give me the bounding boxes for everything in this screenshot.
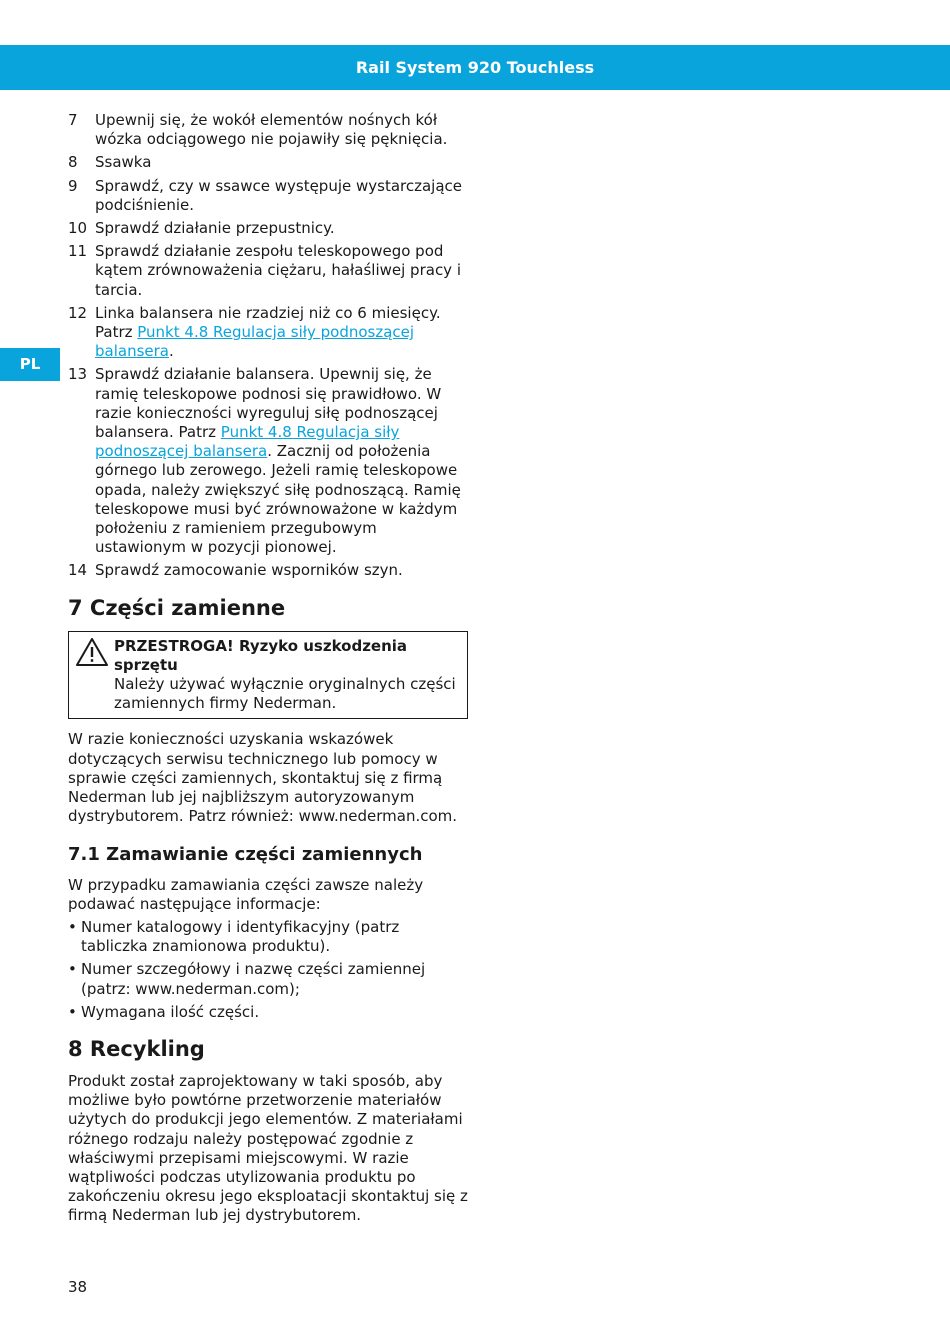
list-item	[68, 242, 468, 300]
bullet-text: Wymagana ilość części.	[81, 1002, 260, 1021]
list-item	[68, 960, 468, 998]
page-content	[68, 111, 468, 1230]
step-number: 12	[68, 303, 88, 322]
step-text: Upewnij się, że wokół elementów nośnych kół wózka odciągowego nie pojawiły się pęknięcia.	[95, 111, 448, 149]
ordering-heading: 7.1 Zamawianie części zamiennych	[68, 843, 423, 865]
list-item	[68, 153, 468, 172]
step-number: 14	[68, 561, 88, 580]
step-text	[95, 365, 468, 557]
header-bar	[0, 45, 950, 90]
balancer-adjustment-link[interactable]: Punkt 4.8 Regulacja siły podnoszącej balansera	[95, 423, 400, 461]
step-text: Sprawdź, czy w ssawce występuje wystarczające podciśnienie.	[95, 176, 463, 214]
ordering-bullet-list	[68, 918, 468, 1022]
step-number: 8	[68, 153, 78, 172]
bullet-text: Numer szczegółowy i nazwę części zamiennej (patrz: www.nederman.com);	[81, 960, 426, 998]
spare-parts-paragraph: W razie konieczności uzyskania wskazówek dotyczących serwisu technicznego lub pomocy w sprawie części zamiennych, skontaktuj się z firmą Nederman lub jej najbliższym autoryzowanym dystrybutorem. Patrz również: www.nederman.com.	[68, 730, 458, 826]
recycling-heading: 8 Recykling	[68, 1036, 205, 1061]
caution-text: Należy używać wyłącznie oryginalnych części zamiennych firmy Nederman.	[114, 675, 456, 713]
spare-parts-heading: 7 Części zamienne	[68, 595, 286, 620]
step-number: 7	[68, 111, 78, 129]
step-text: Ssawka	[95, 153, 152, 172]
bullet-icon: •	[68, 917, 77, 936]
step-number: 13	[68, 365, 88, 384]
step-text	[95, 304, 468, 362]
step-text-before: Sprawdź działanie balansera. Upewnij się, że ramię teleskopowe podnosi się prawidłowo. W razie konieczności wyreguluj siłę podnoszącej balansera. Patrz	[95, 365, 442, 442]
page-number: 38	[68, 1278, 88, 1296]
caution-title: PRZESTROGA! Ryzyko uszkodzenia sprzętu	[114, 636, 408, 674]
bullet-icon: •	[68, 960, 77, 979]
list-item	[68, 219, 468, 238]
step-number: 11	[68, 242, 88, 261]
step-text-after: .	[168, 342, 174, 361]
warning-triangle-icon	[75, 637, 114, 714]
bullet-icon: •	[68, 1002, 77, 1021]
caution-content	[114, 637, 461, 714]
step-text: Sprawdź działanie zespołu teleskopowego pod kątem zrównoważenia ciężaru, hałaśliwej pracy i tarcia.	[95, 242, 461, 299]
list-item	[68, 561, 468, 580]
list-item	[68, 1003, 468, 1022]
step-text: Sprawdź działanie przepustnicy.	[95, 219, 335, 238]
language-tab: PL	[0, 348, 60, 381]
step-number: 9	[68, 176, 78, 195]
maintenance-step-list	[68, 111, 468, 581]
step-text: Sprawdź zamocowanie wsporników szyn.	[95, 561, 403, 580]
ordering-intro: W przypadku zamawiania części zawsze należy podawać następujące informacje:	[68, 875, 424, 913]
caution-box	[68, 631, 468, 720]
step-text-before: Linka balansera nie rzadziej niż co 6 miesięcy. Patrz	[95, 303, 441, 342]
balancer-adjustment-link[interactable]: Punkt 4.8 Regulacja siły podnoszącej balansera	[95, 323, 415, 361]
recycling-paragraph: Produkt został zaprojektowany w taki sposób, aby możliwe było powtórne przetworzenie materiałów użytych do produkcji jego elementów. Z materiałami różnego rodzaju należy postępować zgodnie z właściwymi przepisami miejscowymi. W razie wątpliwości podczas utylizowania produktu po zakończeniu okresu jego eksploatacji skontaktuj się z firmą Nederman lub jej dystrybutorem.	[68, 1071, 468, 1225]
bullet-text: Numer katalogowy i identyfikacyjny (patrz tabliczka znamionowa produktu).	[81, 917, 400, 956]
step-number: 10	[68, 219, 88, 238]
list-item	[68, 111, 468, 149]
list-item	[68, 918, 468, 956]
list-item	[68, 177, 468, 215]
list-item	[68, 304, 468, 362]
document-title: Rail System 920 Touchless	[355, 58, 595, 77]
list-item	[68, 365, 468, 557]
step-text-after: . Zacznij od położenia górnego lub zerowego. Jeżeli ramię teleskopowe opada, należy zwiększyć siłę podnoszącą. Ramię teleskopowe musi być zrównoważone w każdym położeniu z ramieniem przegubowym ustawionym w pozycji pionowej.	[95, 442, 461, 557]
